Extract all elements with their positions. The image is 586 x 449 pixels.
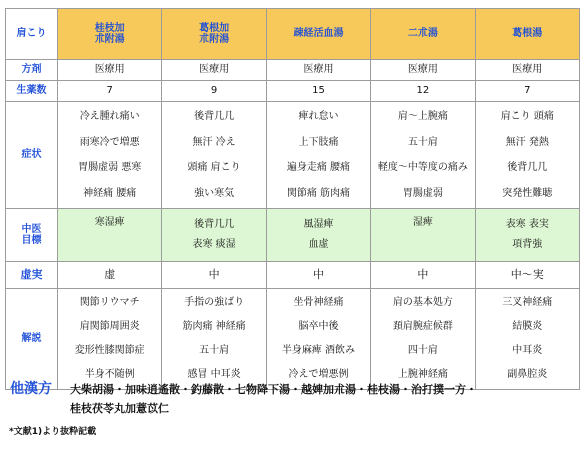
cell-herb-count: 9 xyxy=(162,81,266,102)
row-label-herb-count: 生薬数 xyxy=(6,81,58,102)
row-herb-count xyxy=(6,81,580,102)
row-kyojitsu xyxy=(6,262,580,289)
cell-symptoms xyxy=(162,102,266,209)
other-kampo-line: 桂枝茯苓丸加薏苡仁 xyxy=(70,402,169,415)
symptom-line: 痺れ怠い xyxy=(298,111,339,122)
tcm-line: 項背強 xyxy=(512,239,543,251)
row-label-commentary: 解説 xyxy=(6,289,58,390)
cell-herb-count: 7 xyxy=(58,81,162,102)
col-header-kakkonto: 葛根湯 xyxy=(475,9,579,60)
symptom-line: 後背几几 xyxy=(507,162,548,173)
source-note: *文献1)より抜粋記載 xyxy=(9,427,97,437)
kampo-comparison-table xyxy=(5,8,580,390)
cell-tcm-target xyxy=(266,209,370,262)
tcm-line: 表寒 表実 xyxy=(505,219,549,231)
header-row xyxy=(6,9,580,60)
other-kampo-line: 大柴胡湯・加味逍遙散・釣藤散・七物降下湯・越婢加朮湯・桂枝湯・治打撲一方・ xyxy=(70,383,477,396)
corner-label: 肩こり xyxy=(6,9,58,60)
cell-hozai: 医療用 xyxy=(266,60,370,81)
symptom-line: 突発性難聴 xyxy=(502,187,553,199)
cell-tcm-target xyxy=(475,209,579,262)
symptom-line: 遍身走痛 腰痛 xyxy=(286,162,351,173)
tcm-line: 血虚 xyxy=(308,239,329,251)
tcm-line: 後背几几 xyxy=(194,219,235,231)
col-header-keishikajutsubuto: 桂枝加 朮附湯 xyxy=(58,9,162,60)
commentary-line: 肩関節周囲炎 xyxy=(79,321,140,333)
symptom-line: 上下肢痛 xyxy=(298,136,339,148)
commentary-line: 結膜炎 xyxy=(512,321,543,333)
commentary-line: 中耳炎 xyxy=(512,345,543,357)
cell-commentary xyxy=(371,289,475,390)
other-kampo-label: 他漢方 xyxy=(10,381,52,397)
commentary-line: 半身麻痺 酒飲み xyxy=(281,345,356,357)
cell-symptoms xyxy=(266,102,370,209)
commentary-line: 副鼻腔炎 xyxy=(507,369,548,381)
cell-hozai: 医療用 xyxy=(58,60,162,81)
cell-commentary xyxy=(162,289,266,390)
col-header-nijutsuto: 二朮湯 xyxy=(371,9,475,60)
cell-symptoms xyxy=(475,102,579,209)
cell-symptoms xyxy=(58,102,162,209)
tcm-line: 寒湿痺 xyxy=(94,217,125,228)
commentary-line: 感冒 中耳炎 xyxy=(187,369,241,381)
col-header-kakkonkajutsubuto: 葛根加 朮附湯 xyxy=(162,9,266,60)
row-label-symptoms: 症状 xyxy=(6,102,58,209)
cell-herb-count: 15 xyxy=(266,81,370,102)
commentary-line: 肩の基本処方 xyxy=(392,297,453,309)
commentary-line: 半身不随例 xyxy=(84,369,135,381)
symptom-line: 肩こり 頭痛 xyxy=(500,111,554,122)
symptom-line: 無汗 発熱 xyxy=(505,136,549,148)
commentary-line: 関節リウマチ xyxy=(79,297,140,309)
commentary-line: 筋肉痛 神経痛 xyxy=(182,321,246,333)
commentary-line: 冷えで増悪例 xyxy=(288,369,349,381)
row-symptoms xyxy=(6,102,580,209)
row-tcm-target xyxy=(6,209,580,262)
cell-hozai: 医療用 xyxy=(371,60,475,81)
symptom-line: 神経痛 腰痛 xyxy=(83,187,137,199)
cell-commentary xyxy=(475,289,579,390)
commentary-line: 変形性膝関節症 xyxy=(74,345,145,357)
cell-symptoms xyxy=(371,102,475,209)
symptom-line: 関節痛 筋肉痛 xyxy=(286,187,351,199)
commentary-line: 頚肩腕症候群 xyxy=(392,321,453,333)
cell-kyojitsu: 中 xyxy=(162,262,266,289)
cell-herb-count: 12 xyxy=(371,81,475,102)
symptom-line: 五十肩 xyxy=(407,136,438,148)
commentary-line: 五十肩 xyxy=(199,345,230,357)
commentary-line: 上腕神経痛 xyxy=(397,369,448,381)
cell-commentary xyxy=(266,289,370,390)
cell-commentary xyxy=(58,289,162,390)
symptom-line: 無汗 冷え xyxy=(192,136,236,148)
commentary-line: 手指の強ばり xyxy=(184,297,245,309)
symptom-line: 軽度～中等度の痛み xyxy=(377,162,468,173)
cell-kyojitsu: 虚 xyxy=(58,262,162,289)
commentary-line: 脳卒中後 xyxy=(298,321,339,333)
row-label-hozai: 方剤 xyxy=(6,60,58,81)
cell-hozai: 医療用 xyxy=(162,60,266,81)
tcm-line: 風湿痺 xyxy=(303,219,334,231)
other-kampo-list xyxy=(70,380,575,418)
symptom-line: 頭痛 肩こり xyxy=(187,162,241,173)
cell-hozai: 医療用 xyxy=(475,60,579,81)
symptom-line: 雨寒冷で増悪 xyxy=(79,136,140,148)
cell-tcm-target xyxy=(58,209,162,262)
commentary-line: 四十肩 xyxy=(407,345,438,357)
cell-kyojitsu: 中 xyxy=(371,262,475,289)
symptom-line: 強い寒気 xyxy=(194,187,235,199)
tcm-line: 湿痺 xyxy=(412,217,433,228)
commentary-line: 坐骨神経痛 xyxy=(293,297,344,309)
row-label-tcm-target: 中医 目標 xyxy=(6,209,58,262)
cell-tcm-target xyxy=(162,209,266,262)
row-hozai xyxy=(6,60,580,81)
cell-tcm-target xyxy=(371,209,475,262)
symptom-line: 胃腸虚弱 悪寒 xyxy=(78,162,142,173)
row-label-kyojitsu: 虚実 xyxy=(6,262,58,289)
cell-kyojitsu: 中～実 xyxy=(475,262,579,289)
symptom-line: 後背几几 xyxy=(194,111,235,122)
cell-kyojitsu: 中 xyxy=(266,262,370,289)
symptom-line: 肩～上腕痛 xyxy=(397,111,448,122)
symptom-line: 冷え腫れ痛い xyxy=(79,111,140,122)
col-header-sokeikakketsuto: 疎経活血湯 xyxy=(266,9,370,60)
row-commentary xyxy=(6,289,580,390)
tcm-line: 表寒 痰湿 xyxy=(192,239,236,251)
symptom-line: 胃腸虚弱 xyxy=(402,187,443,199)
cell-herb-count: 7 xyxy=(475,81,579,102)
commentary-line: 三叉神経痛 xyxy=(502,297,553,309)
